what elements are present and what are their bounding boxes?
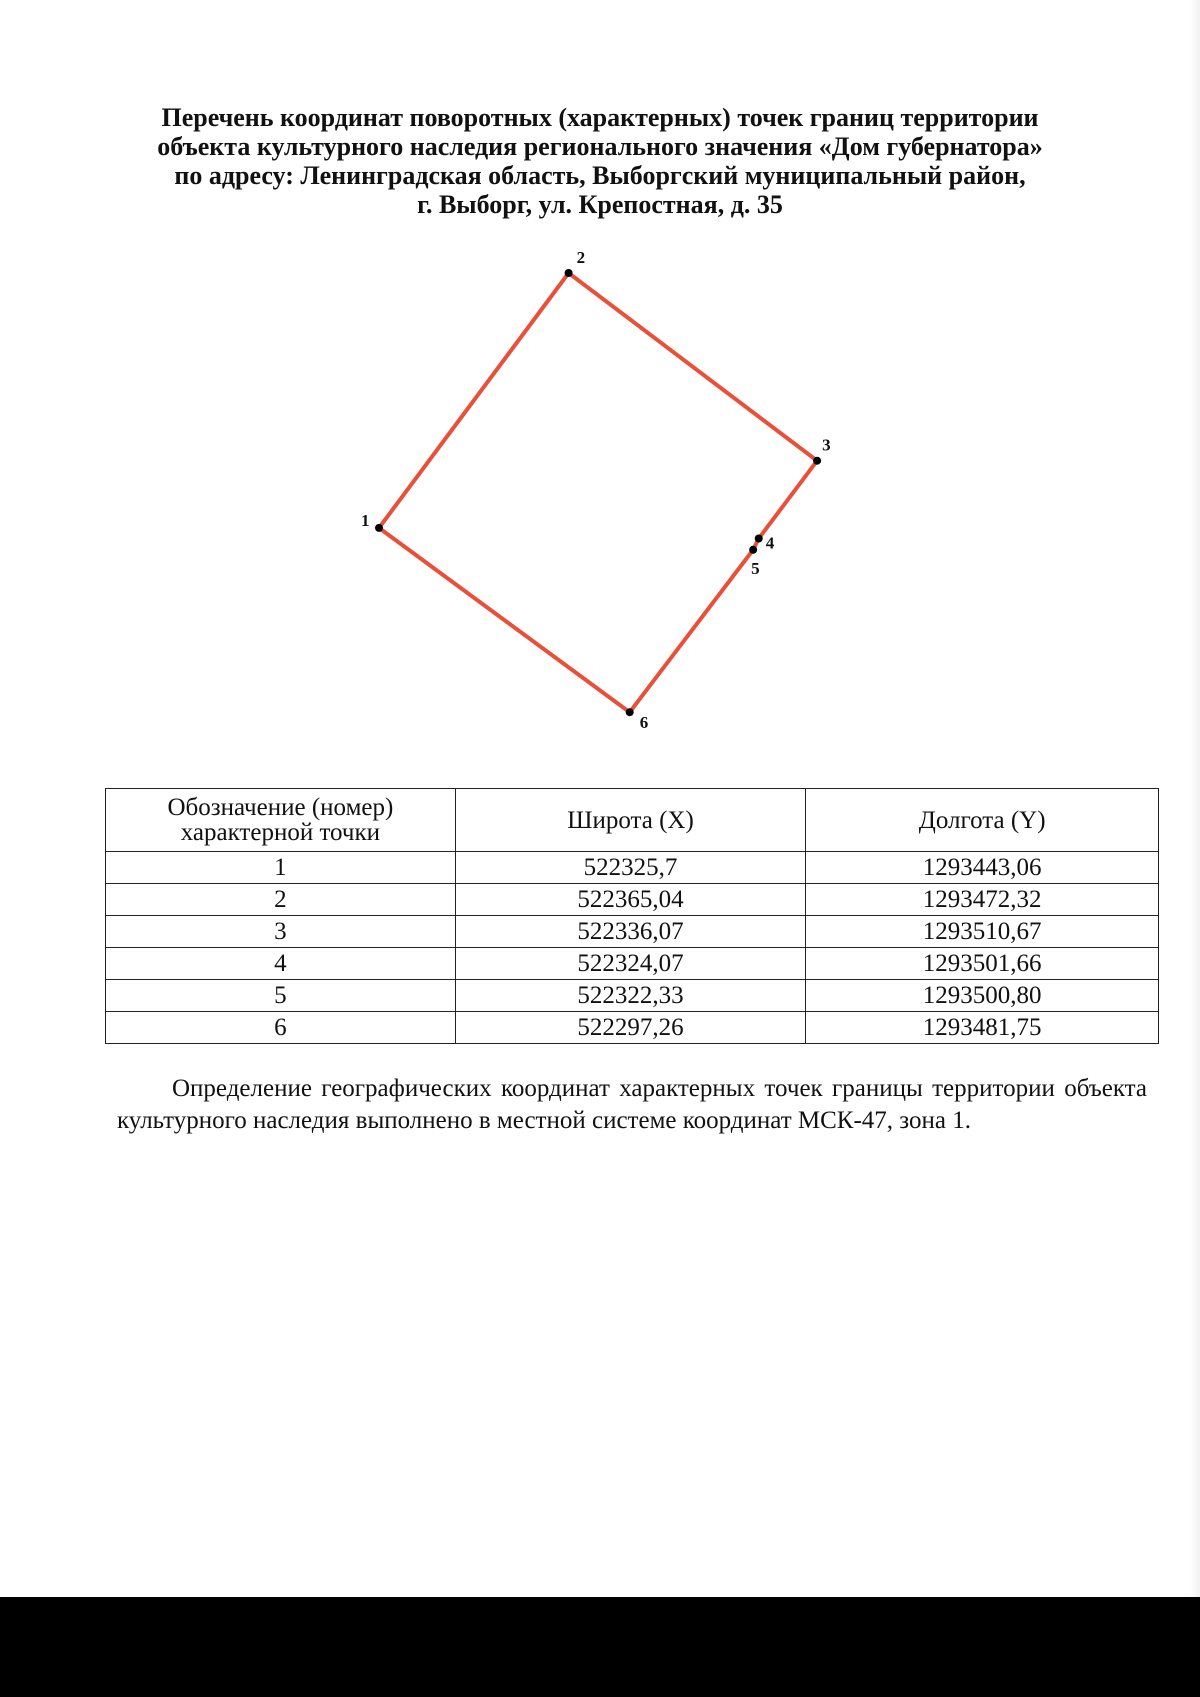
cell-point-number: 5 (106, 980, 456, 1012)
note-paragraph: Определение географических координат характерных точек границы территории объекта культурного наследия выполнено в местной системе координат МСК-47, зона 1. (117, 1075, 1147, 1134)
boundary-point-4 (755, 534, 763, 542)
table-row (106, 1012, 1159, 1044)
boundary-point-3 (813, 457, 821, 465)
boundary-point-6 (626, 708, 634, 716)
cell-longitude: 1293500,80 (806, 980, 1159, 1012)
table-row (106, 884, 1159, 916)
cell-longitude: 1293472,32 (806, 884, 1159, 916)
boundary-point-label: 4 (765, 533, 775, 553)
cell-point-number: 3 (106, 916, 456, 948)
header-longitude: Долгота (Y) (806, 789, 1159, 852)
table-row (106, 852, 1159, 884)
title-line: Перечень координат поворотных (характерных) точек границ территории (161, 103, 1039, 132)
cell-point-number: 2 (106, 884, 456, 916)
cell-latitude: 522297,26 (455, 1012, 806, 1044)
coordinate-system-note (117, 1073, 1147, 1137)
boundary-point-5 (749, 546, 757, 554)
header-latitude: Широта (X) (455, 789, 806, 852)
table-row (106, 980, 1159, 1012)
coordinates-table (105, 788, 1159, 1044)
boundary-polygon (379, 273, 817, 712)
cell-point-number: 6 (106, 1012, 456, 1044)
boundary-point-label: 3 (822, 435, 831, 455)
boundary-point-label: 5 (751, 558, 760, 578)
boundary-point-label: 6 (639, 713, 649, 733)
cell-latitude: 522365,04 (455, 884, 806, 916)
cell-latitude: 522325,7 (455, 852, 806, 884)
table-row (106, 948, 1159, 980)
document-title (100, 103, 1100, 219)
boundary-point-label: 2 (576, 248, 586, 267)
header-point-number: Обозначение (номер) характерной точки (106, 789, 456, 852)
title-line: г. Выборг, ул. Крепостная, д. 35 (417, 190, 783, 219)
boundary-point-1 (375, 524, 383, 532)
cell-longitude: 1293510,67 (806, 916, 1159, 948)
boundary-point-label: 1 (361, 510, 370, 530)
table-row (106, 916, 1159, 948)
cell-longitude: 1293443,06 (806, 852, 1159, 884)
boundary-point-2 (565, 269, 573, 277)
title-line: объекта культурного наследия регионального значения «Дом губернатора» (157, 132, 1043, 161)
scan-edge-shadow (1190, 0, 1200, 1600)
cell-point-number: 1 (106, 852, 456, 884)
scan-bottom-border (0, 1597, 1200, 1697)
cell-latitude: 522336,07 (455, 916, 806, 948)
cell-longitude: 1293481,75 (806, 1012, 1159, 1044)
table-header-row (106, 789, 1159, 852)
boundary-scheme (0, 240, 1200, 740)
cell-latitude: 522324,07 (455, 948, 806, 980)
cell-longitude: 1293501,66 (806, 948, 1159, 980)
title-line: по адресу: Ленинградская область, Выборгский муниципальный район, (174, 161, 1026, 190)
cell-latitude: 522322,33 (455, 980, 806, 1012)
cell-point-number: 4 (106, 948, 456, 980)
